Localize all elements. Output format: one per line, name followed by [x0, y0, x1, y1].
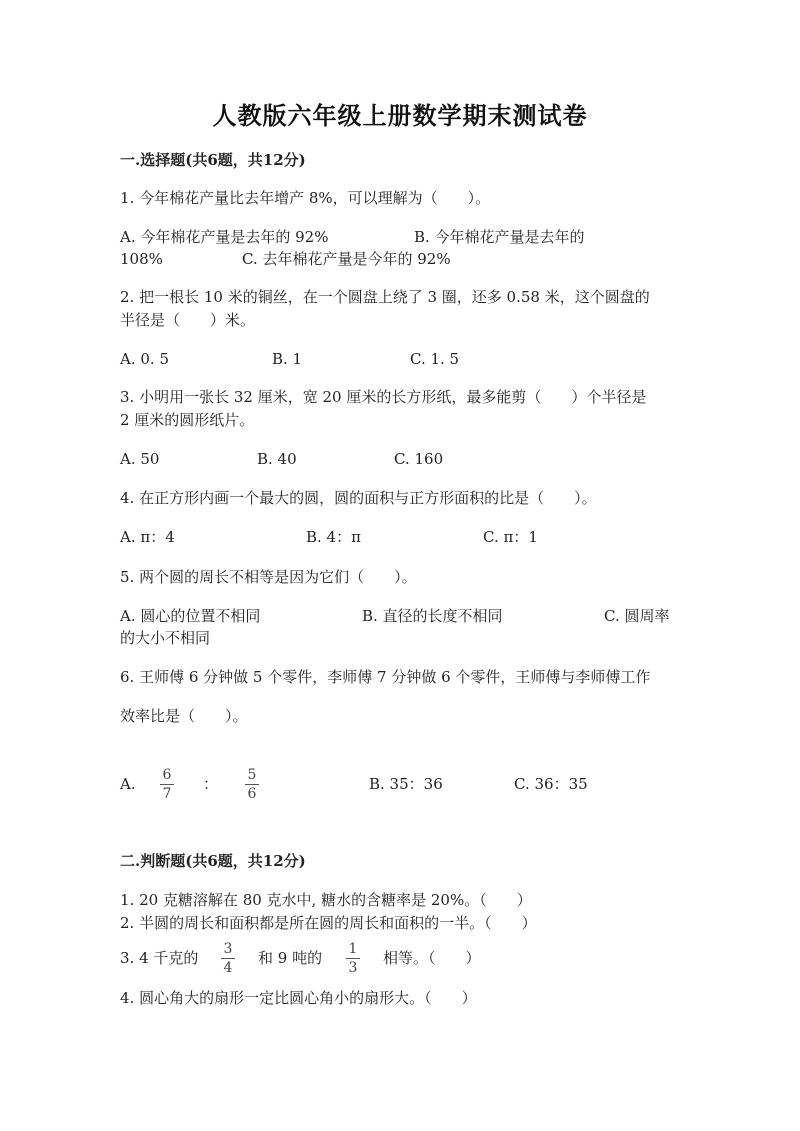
question-5-option-c: C. 圆周率	[604, 607, 670, 625]
question-3-option-c: C. 160	[394, 450, 444, 468]
question-1-option-c: C. 去年棉花产量是今年的 92%	[242, 250, 451, 268]
question-4-option-c: C. π：1	[483, 528, 538, 546]
question-4-option-b: B. 4：π	[306, 528, 361, 546]
question-3-stem-cont: 2 厘米的圆形纸片。	[120, 411, 255, 429]
page-title: 人教版六年级上册数学期末测试卷	[212, 101, 588, 130]
judgement-3-part2: 和 9 吨的	[258, 949, 323, 967]
question-4-stem: 4. 在正方形内画一个最大的圆，圆的面积与正方形面积的比是（ ）。	[120, 489, 597, 507]
judgement-2: 2. 半圆的周长和面积都是所在圆的周长和面积的一半。（ ）	[120, 914, 537, 932]
fraction-numerator: 6	[162, 767, 172, 783]
fraction-numerator: 3	[223, 941, 233, 957]
question-1-option-b-cont: 108%	[120, 250, 163, 268]
question-6-option-b: B. 35：36	[369, 775, 443, 793]
question-5-stem: 5. 两个圆的周长不相等是因为它们（ ）。	[120, 568, 417, 586]
question-6-option-a-label: A.	[120, 775, 136, 793]
fraction-denominator: 6	[247, 786, 257, 802]
question-2-option-a: A. 0. 5	[120, 350, 169, 368]
question-3-option-b: B. 40	[257, 450, 297, 468]
question-5-option-a: A. 圆心的位置不相同	[120, 607, 261, 625]
question-6-option-a-colon: ：	[203, 775, 219, 793]
fraction-denominator: 3	[348, 960, 358, 976]
judgement-3-part3: 相等。（ ）	[383, 949, 481, 967]
fraction-numerator: 5	[247, 767, 257, 783]
section-heading-judgement: 二.判断题(共6题，共12分)	[120, 852, 306, 870]
question-6-stem-cont: 效率比是（ ）。	[120, 707, 248, 725]
question-2-stem: 2. 把一根长 10 米的铜丝，在一个圆盘上绕了 3 圈，还多 0.58 米，这个圆盘的	[120, 288, 650, 306]
question-5-option-b: B. 直径的长度不相同	[362, 607, 503, 625]
fraction-denominator: 7	[162, 786, 172, 802]
question-2-stem-cont: 半径是（ ）米。	[120, 311, 256, 329]
section-heading-choice: 一.选择题(共6题，共12分)	[120, 151, 306, 169]
question-2-option-b: B. 1	[272, 350, 303, 368]
judgement-4: 4. 圆心角大的扇形一定比圆心角小的扇形大。（ ）	[120, 989, 477, 1007]
question-6-fraction-5-6	[244, 768, 260, 801]
question-1-option-b: B. 今年棉花产量是去年的	[414, 228, 585, 246]
fraction-denominator: 4	[223, 960, 233, 976]
question-5-option-c-cont: 的大小不相同	[120, 629, 211, 647]
question-4-option-a: A. π：4	[120, 528, 175, 546]
question-3-option-a: A. 50	[120, 450, 160, 468]
question-6-fraction-6-7	[159, 768, 175, 801]
judgement-1: 1. 20 克糖溶解在 80 克水中, 糖水的含糖率是 20%。（ ）	[120, 891, 532, 909]
question-1-option-a: A. 今年棉花产量是去年的 92%	[120, 228, 329, 246]
question-6-stem: 6. 王师傅 6 分钟做 5 个零件，李师傅 7 分钟做 6 个零件，王师傅与李师傅工作	[120, 668, 651, 686]
judgement-3-fraction-3-4	[220, 942, 236, 975]
judgement-3-fraction-1-3	[345, 942, 361, 975]
fraction-numerator: 1	[348, 941, 358, 957]
question-1-stem: 1. 今年棉花产量比去年增产 8%，可以理解为（ ）。	[120, 189, 491, 207]
judgement-3-part1: 3. 4 千克的	[120, 949, 199, 967]
question-6-option-c: C. 36：35	[514, 775, 588, 793]
question-2-option-c: C. 1. 5	[410, 350, 460, 368]
question-3-stem: 3. 小明用一张长 32 厘米，宽 20 厘米的长方形纸，最多能剪（ ）个半径是	[120, 388, 647, 406]
